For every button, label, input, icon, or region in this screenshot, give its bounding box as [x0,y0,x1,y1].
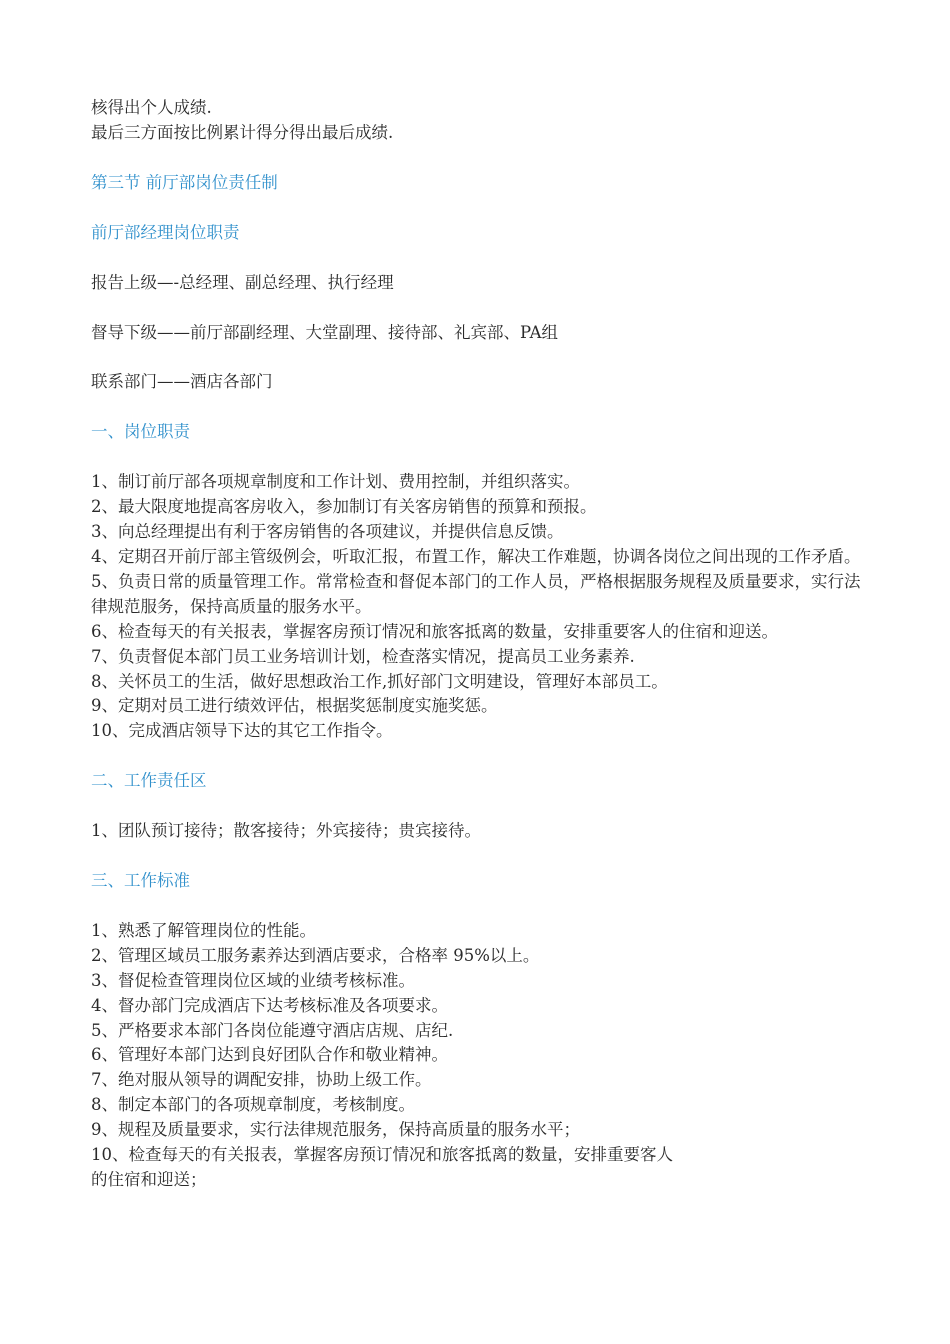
liaison-line: 联系部门——酒店各部门 [91,372,273,392]
list-item: 6、检查每天的有关报表，掌握客房预订情况和旅客抵离的数量，安排重要客人的住宿和迎送。 [91,621,778,641]
section-title: 第三节 前厅部岗位责任制 [91,172,278,192]
part1-list [91,470,871,744]
report-to-line: 报告上级—-总经理、副总经理、执行经理 [91,272,394,292]
list-item: 8、关怀员工的生活，做好思想政治工作,抓好部门文明建设，管理好本部员工。 [91,671,668,691]
list-item: 4、督办部门完成酒店下达考核标准及各项要求。 [91,995,448,1015]
list-item: 3、督促检查管理岗位区域的业绩考核标准。 [91,970,415,990]
list-item: 1、熟悉了解管理岗位的性能。 [91,920,316,940]
list-item: 1、制订前厅部各项规章制度和工作计划、费用控制，并组织落实。 [91,472,580,492]
intro-line-2: 最后三方面按比例累计得分得出最后成绩. [91,122,394,142]
list-item: 6、管理好本部门达到良好团队合作和敬业精神。 [91,1045,448,1065]
part2-list [91,819,871,844]
list-item: 5、负责日常的质量管理工作。常常检查和督促本部门的工作人员，严格根据服务规程及质量要求，实行法律规范服务，保持高质量的服务水平。 [91,571,861,616]
list-item: 的住宿和迎送； [91,1170,207,1189]
list-item: 7、负责督促本部门员工业务培训计划，检查落实情况，提高员工业务素养. [91,646,635,666]
list-item: 9、规程及质量要求，实行法律规范服务，保持高质量的服务水平； [91,1120,580,1140]
supervise-line: 督导下级——前厅部副经理、大堂副理、接待部、礼宾部、PA组 [91,322,559,342]
list-item: 1、团队预订接待；散客接待；外宾接待；贵宾接待。 [91,821,481,841]
list-item: 2、管理区域员工服务素养达到酒店要求，合格率 95%以上。 [91,945,540,965]
part2-heading: 二、工作责任区 [91,771,207,791]
part3-list [91,919,871,1193]
list-item: 7、绝对服从领导的调配安排，协助上级工作。 [91,1070,432,1090]
list-item: 8、制定本部门的各项规章制度，考核制度。 [91,1095,415,1115]
list-item: 10、完成酒店领导下达的其它工作指令。 [91,721,393,741]
position-title: 前厅部经理岗位职责 [91,222,240,242]
document-page [91,96,871,1193]
list-item: 4、定期召开前厅部主管级例会，听取汇报，布置工作，解决工作难题，协调各岗位之间出现的工作矛盾。 [91,546,861,566]
list-item: 5、严格要求本部门各岗位能遵守酒店店规、店纪. [91,1020,454,1040]
part1-heading: 一、岗位职责 [91,422,190,442]
list-item: 3、向总经理提出有利于客房销售的各项建议，并提供信息反馈。 [91,522,564,542]
list-item: 2、最大限度地提高客房收入，参加制订有关客房销售的预算和预报。 [91,497,597,517]
part3-heading: 三、工作标准 [91,871,190,891]
list-item: 9、定期对员工进行绩效评估，根据奖惩制度实施奖惩。 [91,696,498,716]
intro-line-1: 核得出个人成绩. [91,98,212,117]
list-item: 10、检查每天的有关报表，掌握客房预订情况和旅客抵离的数量，安排重要客人 [91,1145,673,1165]
